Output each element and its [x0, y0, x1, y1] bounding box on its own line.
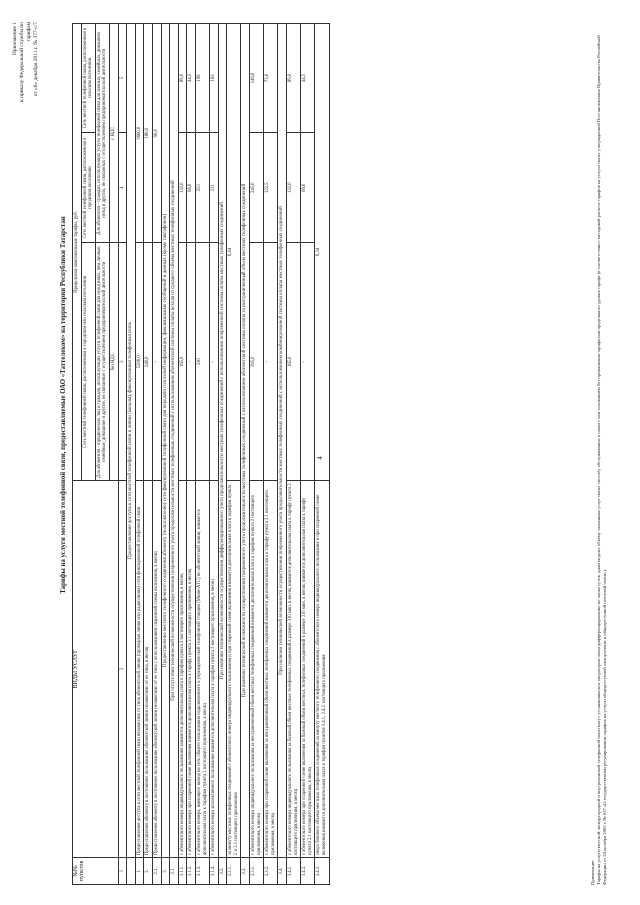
header-citizens: Для абонентов - граждан, использующих услуги телефонной связи для личных, семейных, домашних нужд и других, не связанных с осуществлением предпринимательской деятельности [95, 24, 109, 243]
row-value-rural: 89,0 [287, 24, 301, 133]
page-number: 4 [315, 456, 324, 460]
section-combined: При наличии технической возможности осуществления повременного учета продолжительности местных телефонных соединений с использованием комбинированной системы оплаты местных телефонных соединений [278, 24, 287, 858]
section-timed: При наличии технической возможности осуществления дифференцированного учета продолжительности местных телефонных соединений с использованием повременной системы оплаты местных телефонных соединений [218, 24, 227, 858]
table-row [195, 24, 209, 885]
row-value-legal: - [264, 243, 278, 481]
header-tariffs: Предельные максимальные тарифы, руб. [73, 24, 82, 481]
table-row [152, 24, 161, 885]
row-value-urban: 132,0 [287, 133, 301, 243]
row-value-citizens: 180,0 [144, 24, 153, 243]
header-services: ВИДЫ УСЛУГ [73, 481, 119, 858]
table-row [250, 24, 264, 885]
row-value-legal: - [152, 243, 161, 481]
row-value-legal: 5200,0 [135, 243, 144, 481]
row-value-legal: 330 [195, 243, 209, 481]
row-code: 3.1.1. [178, 858, 187, 885]
header-net-rural: Сеть местной телефонной связи, расположенная в сельском поселении [81, 24, 95, 133]
header-vat: с НДС [109, 24, 118, 243]
row-code: 3.1.4. [210, 858, 219, 885]
annex-line-3: от «6» декабря 2011 г. № 377-с/7 [33, 22, 39, 97]
notes-heading: Примечание: [590, 859, 595, 885]
row-value-urban: 66,0 [301, 133, 315, 243]
row-code: 3.4.2. [301, 858, 315, 885]
row-code: 3.1. [170, 858, 179, 885]
header-net-city: Сеть местной телефонной связи, расположенная в городском или сельском поселении [81, 243, 95, 481]
col-number: 5 [118, 24, 127, 133]
table-row [187, 24, 196, 885]
row-value-all: 0,44 [227, 24, 241, 481]
row-value-urban: 132,0 [178, 133, 187, 243]
row-service: с абонентского номера индивидуального пользования за неограниченный объем местных телефонных соединений взимается дополнительная плата к тарифам пункта 2 настоящего приложения, в месяц [250, 481, 264, 858]
col-number: 3 [118, 243, 127, 481]
row-service: с абонентского номера при спаренной схеме включения взимается дополнительная плата к тарифу пункта 2.1 настоящего приложения, в месяц [187, 481, 196, 858]
document-title: Тарифы на услуги местной телефонной связи, предоставляемые ОАО «Таттелеком» на территории Республики Татарстан [60, 216, 67, 594]
table-row [264, 24, 278, 885]
row-value-legal: 395,0 [250, 243, 264, 481]
section-row [278, 24, 287, 885]
table-row [135, 24, 144, 885]
row-value-legal: - [301, 243, 315, 481]
section-row [218, 24, 227, 885]
section-row [170, 24, 179, 885]
row-service: за минуту местных телефонных соединений с абонентского номера индивидуального пользования и при спаренной схеме включения взимается дополнительная плата к тарифам пункта 2 и 2.1 настоящего приложения [227, 481, 241, 858]
section-local-calls: Предоставление местного телефонного соединения абоненту (пользователю) сети фиксированной телефонной связи для передачи голосовой информации, факсимильных сообщений и данных (кроме таксофонов) [161, 24, 170, 858]
annex-line-1: к приказу Федеральной службы по [19, 22, 25, 102]
row-code: 3.3. [241, 858, 250, 885]
row-service: с абонентского номера, имеющего выход на сеть общего пользования подключенного к учрежденческой телефонной станции (Мини-АТС) по абонентской линии, взимается дополнительная плата к тарифам пункта 2 настоящего приложения, в месяц [195, 481, 209, 858]
table-row [210, 24, 219, 885]
row-code: 3.1.2. [187, 858, 196, 885]
header-legal: Для абонентов - юридических лиц и граждан, использующих услуги телефонной связи для нужд иных, чем личные, семейные, домашние и другие, не связанные с осуществлением предпринимательской деятельности [95, 243, 109, 481]
col-number: 2 [118, 481, 127, 858]
table-header-row [73, 24, 82, 885]
column-number-row [118, 24, 127, 885]
header-code: №№ пунктов [73, 858, 119, 885]
table-row [144, 24, 153, 885]
row-value-legal: 165,0 [287, 243, 301, 481]
annex-label: Приложение 1 [12, 22, 18, 55]
row-value-rural: 146,0 [250, 24, 264, 133]
row-code: 2.1. [152, 858, 161, 885]
table-row [287, 24, 301, 885]
tariffs-table [72, 23, 330, 885]
table-row [178, 24, 187, 885]
row-service: с абонентского номера при спаренной схеме включения за неограниченный объем местных телефонных соединений взимается дополнительная плата к тарифу пункта 2.1 настоящего приложения, в месяц [264, 481, 278, 858]
row-value-rural: 44,5 [301, 24, 315, 133]
row-code: 3.2.1. [227, 858, 241, 885]
col-number: 1 [118, 858, 127, 885]
row-code: 3.4.3. [315, 858, 329, 885]
row-value-rural: 89,0 [178, 24, 187, 133]
row-value-urban: 211 [210, 133, 219, 243]
row-service: Предоставление доступа к сети местной телефонной связи независимо от типа абонентской линии (проводная линия или радиолиния) сети фиксированной телефонной связи [135, 481, 144, 858]
notes [590, 20, 608, 885]
section-subscription: При отсутствии технической возможности осуществления повременного учета продолжительности местных телефонных соединений с использованием абонентской системы оплаты исходя из среднего объема местных телефонных соединений [170, 24, 179, 858]
row-code: 3.4.1. [287, 858, 301, 885]
header-no-vat: без НДС [109, 243, 118, 481]
col-number: 4 [118, 133, 127, 243]
row-code: 3.2. [218, 858, 227, 885]
row-value-legal: - [187, 243, 196, 481]
row-value-urban: 122,5 [264, 133, 278, 243]
section-row [127, 24, 136, 885]
row-service: Предоставление абоненту в постоянное пользование абонентской линии независимо от ее типа, в месяц [144, 481, 153, 858]
row-value-all: 0,34 [315, 24, 329, 481]
table-row [315, 24, 329, 885]
table-row [227, 24, 241, 885]
section-access: Предоставление доступа к сети местной телефонной связи и линии (каналы), фиксированная телефонная связь [127, 24, 136, 858]
row-service: Предоставление абоненту в постоянное пользование абонентской линии независимо от ее типа с использованием спаренной схемы включения, в месяц [152, 481, 161, 858]
row-value-legal: 240,0 [144, 243, 153, 481]
row-service: с абонентского номера при спаренной схеме включения за базовый объем местных телефонных соединений в размере 310 мин. в месяц взимается дополнительная плата к тарифу пункта 2.1 настоящего приложения, в месяц [301, 481, 315, 858]
row-service: с абонентского номера индивидуального пользования взимается дополнительная плата к тарифам пункта 2 настоящего приложения, в месяц [178, 481, 187, 858]
row-code: 3.3.1. [250, 858, 264, 885]
row-code: 1. [135, 858, 144, 885]
annex-line-2: тарифам [26, 22, 32, 42]
row-service: с абонентского номера коллективного пользования взимается дополнительная плата к тарифам пункта 2 настоящего приложения, в месяц [210, 481, 219, 858]
notes-text: Тарифы на услуги местной, междугородной и внутризоновой телефонной связи могут устанавливаться оператором связи дифференцированно по часам суток, дням недели, объему оказанных услуг связи, способу обслуживания, в связи с чем основанием без превышения тарифа или предельного уровня тарифа (в соответствии с методикой расчета тарифов на услуги связи, утвержденной Постановлением Правительства Российской Федерации от 24 октября 2005 г. № 637 «О государственном регулировании тарифов на услуги общедоступной электросвязи и общедоступной почтовой связи»). [596, 35, 607, 885]
section-unlimited: При наличии технической возможности осуществления повременного учета продолжительности местных телефонных соединений с использованием абонентской системы оплаты за неограниченный объем местных телефонных соединений [241, 24, 250, 858]
row-value-rural: 73,0 [264, 24, 278, 133]
row-value-legal: - [210, 243, 219, 481]
row-value-rural: 44,5 [187, 24, 196, 133]
row-value-urban: 253 [195, 133, 209, 243]
row-value-urban: 245,0 [250, 133, 264, 243]
table-row [301, 24, 315, 885]
row-value-urban: 66,0 [187, 133, 196, 243]
section-row [161, 24, 170, 885]
row-code: 3.4. [278, 858, 287, 885]
section-row [241, 24, 250, 885]
row-value-legal: 165,0 [178, 243, 187, 481]
row-code: 3.1.3. [195, 858, 209, 885]
row-value-citizens: 90,0 [152, 24, 161, 243]
annex-header [12, 22, 40, 172]
row-service: с абонентского номера индивидуального пользования за базовый объем местных телефонных соединений в размере 310 мин. в месяц взимается дополнительная плата к тарифу пункта 2 настоящего приложения, в месяц [287, 481, 301, 858]
row-value-rural: 163 [210, 24, 219, 133]
row-code: 3. [161, 858, 170, 885]
row-code: 3.3.2. [264, 858, 278, 885]
header-net-urban: Сеть местной телефонной связи, расположенная в городском поселении [81, 133, 95, 243]
row-value-rural: 199 [195, 24, 209, 133]
row-service: сверх базового объема местных телефонных соединений за минуту местного телефонного соединения с абонентского номера индивидуального пользования и при спаренной схеме включения взимается дополнительная плата к тарифам пунктов 3.4.1, 3.4.2. настоящего приложения [315, 481, 329, 858]
row-value-citizens: 3600,0 [135, 24, 144, 243]
row-code: 2. [144, 858, 153, 885]
